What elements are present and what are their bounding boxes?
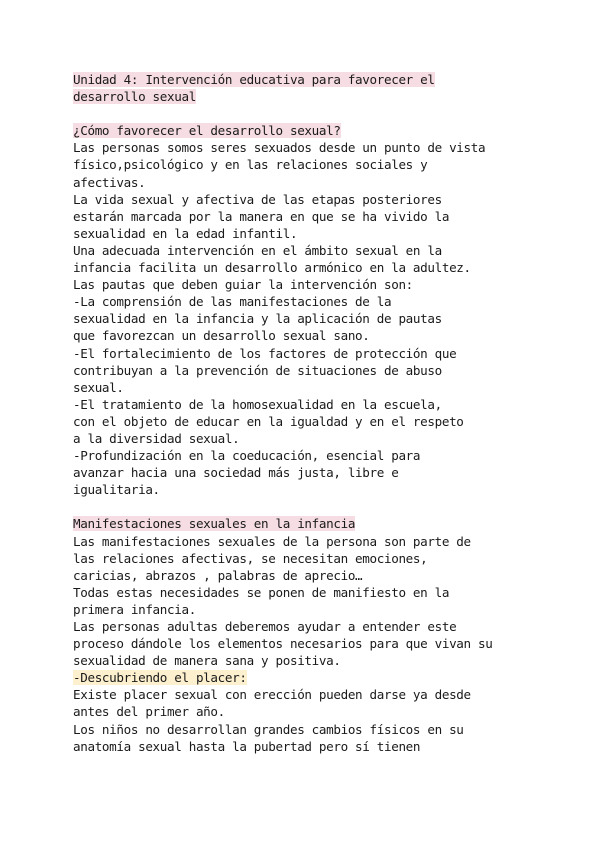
section1-line: sexual. bbox=[73, 379, 124, 395]
section1-line: infancia facilita un desarrollo armónico en la adultez. bbox=[73, 260, 471, 276]
section1-line: igualitaria. bbox=[73, 482, 160, 498]
section2-paragraphs bbox=[73, 533, 573, 670]
section2-line: sexualidad de manera sana y positiva. bbox=[73, 653, 341, 669]
section1-line: físico,psicológico y en las relaciones sociales y bbox=[73, 157, 428, 173]
section1-line: -El fortalecimiento de los factores de protección que bbox=[73, 345, 457, 361]
section1-heading bbox=[73, 122, 573, 139]
unit-title-text-2: desarrollo sexual bbox=[73, 89, 196, 105]
section1-line: afectivas. bbox=[73, 174, 146, 190]
section1-line: -El tratamiento de la homosexualidad en la escuela, bbox=[73, 396, 442, 412]
section2-line: Las personas adultas deberemos ayudar a entender este bbox=[73, 619, 457, 634]
section2-line: las relaciones afectivas, se necesitan emociones, bbox=[73, 550, 428, 566]
section2-heading-text: Manifestaciones sexuales en la infancia bbox=[73, 516, 356, 532]
unit-title-text-1: Unidad 4: Intervención educativa para favorecer el bbox=[73, 72, 435, 87]
section2-sub-line: Los niños no desarrollan grandes cambios físicos en su bbox=[73, 721, 464, 737]
section2-line: caricias, abrazos , palabras de aprecio… bbox=[73, 567, 363, 583]
section1-line: -Profundización en la coeducación, esencial para bbox=[73, 448, 421, 464]
section1-line: que favorezcan un desarrollo sexual sano. bbox=[73, 328, 370, 344]
section1-line: contribuyan a la prevención de situaciones de abuso bbox=[73, 362, 442, 378]
section1-paragraphs bbox=[73, 139, 573, 498]
section2-line: Todas estas necesidades se ponen de manifiesto en la bbox=[73, 584, 450, 600]
section1-line: sexualidad en la infancia y la aplicación de pautas bbox=[73, 311, 442, 327]
section1-line: La vida sexual y afectiva de las etapas posteriores bbox=[73, 191, 442, 207]
section1-line: -La comprensión de las manifestaciones de la bbox=[73, 294, 392, 310]
section2-line: primera infancia. bbox=[73, 601, 196, 617]
section1-line: Una adecuada intervención en el ámbito sexual en la bbox=[73, 242, 442, 258]
section1-line: Las personas somos seres sexuados desde un punto de vista bbox=[73, 140, 486, 156]
section1-line: a la diversidad sexual. bbox=[73, 430, 240, 446]
section2-heading bbox=[73, 515, 573, 532]
unit-title-line-1 bbox=[73, 71, 573, 88]
spacer bbox=[73, 105, 573, 122]
section2-sub-line: anatomía sexual hasta la pubertad pero sí tienen bbox=[73, 738, 421, 754]
section1-line: Las pautas que deben guiar la intervención son: bbox=[73, 277, 413, 293]
section2-subheading bbox=[73, 669, 573, 686]
section2-sub-line: Existe placer sexual con erección pueden darse ya desde bbox=[73, 687, 471, 703]
section1-heading-text: ¿Cómo favorecer el desarrollo sexual? bbox=[73, 123, 341, 139]
spacer bbox=[73, 498, 573, 515]
section2-line: Las manifestaciones sexuales de la persona son parte de bbox=[73, 533, 471, 549]
unit-title-line-2 bbox=[73, 88, 573, 105]
document-body bbox=[73, 71, 573, 755]
section1-line: sexualidad en la edad infantil. bbox=[73, 225, 298, 241]
section2-line: proceso dándole los elementos necesarios para que vivan su bbox=[73, 636, 493, 652]
section2-sub-line: antes del primer año. bbox=[73, 704, 225, 720]
section2-sub-paragraphs bbox=[73, 686, 573, 754]
section1-line: avanzar hacia una sociedad más justa, libre e bbox=[73, 465, 399, 481]
section1-line: estarán marcada por la manera en que se ha vivido la bbox=[73, 208, 450, 224]
section1-line: con el objeto de educar en la igualdad y en el respeto bbox=[73, 413, 464, 429]
section2-subheading-text: -Descubriendo el placer: bbox=[73, 670, 247, 686]
